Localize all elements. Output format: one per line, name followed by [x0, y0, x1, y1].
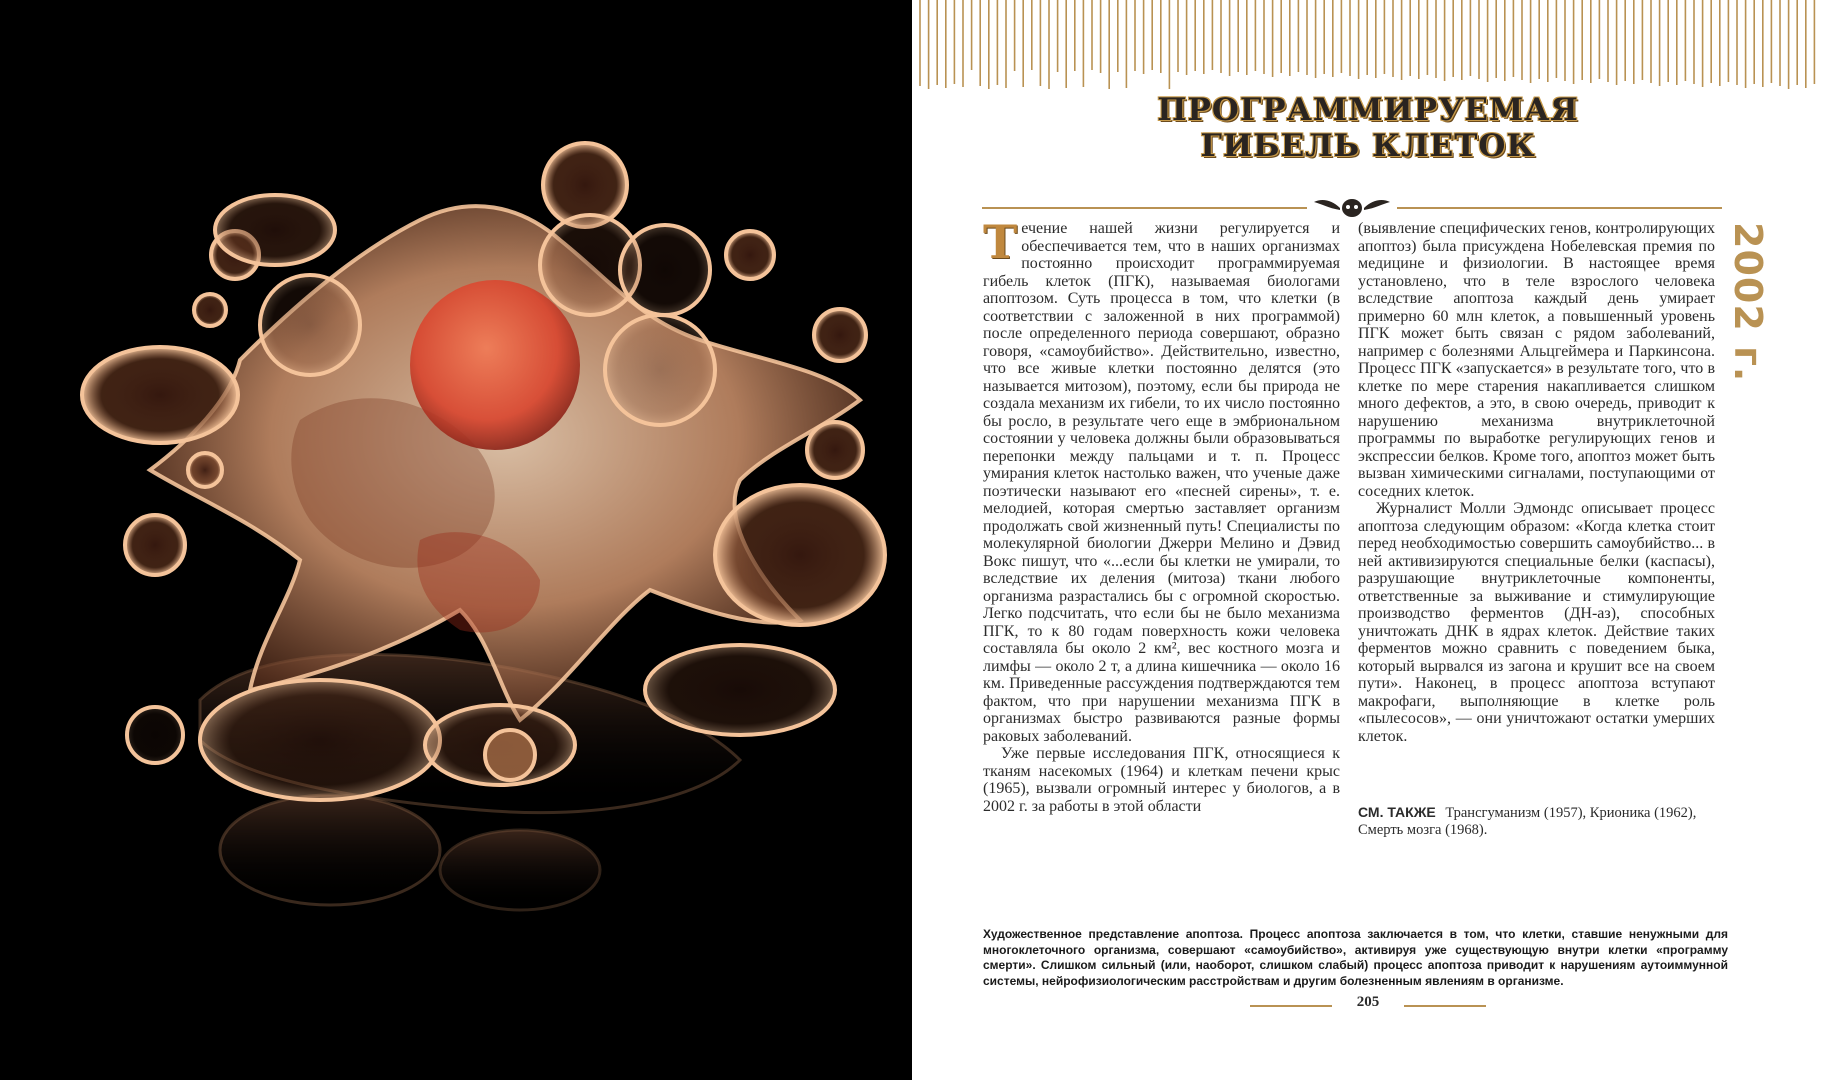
- page-footer: [912, 994, 1824, 1018]
- title-ornament: [982, 196, 1722, 220]
- year-label: 2002 г.: [1726, 222, 1770, 383]
- footer-rule-right: [1404, 1005, 1486, 1007]
- cell-nucleus: [410, 280, 580, 450]
- illustration-caption: Художественное представление апоптоза. Процесс апоптоза заключается в том, что клетки, ставшие ненужными для многоклеточного организма, совершают «самоубийство», активируя уже существующую внутри клетки «программу смерти». Слишком сильный (или, наоборот, слишком слабый) процесс апоптоза приводит к нарушениям аутоиммунной системы, нейрофизиологическим расстройствам и другим болезненным явлениям в организме.: [983, 927, 1728, 988]
- footer-rule-left: [1250, 1005, 1332, 1007]
- title-line-1: ПРОГРАММИРУЕМАЯ: [1157, 92, 1579, 128]
- page-number: 205: [1356, 994, 1380, 1010]
- article-title: [912, 92, 1824, 164]
- paragraph: (выявление специфических генов, контролирующих апоптоз) была присуждена Нобелевская премия по медицине и физиологии. В настоящее время установлено, что в теле взрослого человека вследствие апоптоза каждый день умирает примерно 60 млн клеток, а повышенный уровень ПГК может быть связан с рядом заболеваний, например с болезнями Альцгеймера и Паркинсона. Процесс ПГК «запускается» в результате того, что в клетке по мере старения накапливается слишком много дефектов, а это, в свою очередь, приводит к нарушению механизма внутриклеточной программы по выработке регулирующих генов и экспрессии белков. Кроме того, апоптоз может быть вызван химическими сигналами, поступающими от соседних клеток.: [1358, 220, 1715, 500]
- text-column-1: [983, 215, 1340, 815]
- paragraph: Течение нашей жизни регулируется и обеспечивается тем, что в наших организмах постоянно происходит программируемая гибель клеток (ПГК), называемая биологами апоптозом. Суть процесса в том, что клетки (в соответствии с заложенной в них программой) после определенного периода совершают, образно говоря, «самоубийство». Действительно, известно, что все живые клетки постоянно делятся (это называется митозом), поэтому, если бы природа не создала механизм их гибели, то их число постоянно бы росло, в результате чего еще в эмбриональном состоянии у человека должны были образовываться перепонки между пальцами и т. п. Процесс умирания клеток настолько важен, что ученые даже поэтически называют его «песней сирены», т. е. мелодией, которая смертью заставляет организм продолжать свой жизненный путь! Специалисты по молекулярной биологии Джерри Мелино и Дэвид Вокс пишут, что «...если бы клетки не умирали, то вследствие их деления (митоза) ткани любого организма разрастались бы с огромной скоростью. Легко подсчитать, что если бы не было механизма ПГК, то к 80 годам поверхность кожи человека составляла бы около 2 км², вес костного мозга и лимфы — около 2 т, а длина кишечника — около 16 км. Приведенные рассуждения подтверждаются тем фактом, что при нарушении механизма ПГК в организмах быстро развиваются разные формы раковых заболеваний.: [983, 215, 1340, 745]
- see-also: [1358, 804, 1718, 839]
- text-page: [912, 0, 1824, 1080]
- skull-wings-icon: [1314, 199, 1390, 217]
- see-also-text: Трансгуманизм (1957), Крионика (1962), Смерть мозга (1968).: [1358, 805, 1697, 838]
- paragraph: Уже первые исследования ПГК, относящиеся к тканям насекомых (1964) и клеткам печени крыс (1965), вызвали огромный интерес у биологов, а в 2002 г. за работы в этой области: [983, 745, 1340, 815]
- see-also-label: СМ. ТАКЖЕ: [1358, 804, 1436, 820]
- text-column-2: [1358, 220, 1715, 745]
- paragraph: Журналист Молли Эдмондс описывает процесс апоптоза следующим образом: «Когда клетка стоит перед необходимостью совершить самоубийство... в ней активизируются специальные белки (каспасы), разрушающие внутриклеточные компоненты, ответственные за выживание и стимулирующие производство ферментов (ДН-аз), способных уничтожать ДНК в ядрах клеток. Действие таких ферментов можно сравнить с поведением быка, который вырвался из загона и крушит все на своем пути». Наконец, в процесс апоптоза вступают макрофаги, выполняющие в клетке роль «пылесосов», — они уничтожают остатки умерших клеток.: [1358, 500, 1715, 745]
- decorative-stripes: [912, 0, 1824, 90]
- title-line-2: ГИБЕЛЬ КЛЕТОК: [1200, 128, 1536, 164]
- drop-cap: Т: [983, 215, 1018, 269]
